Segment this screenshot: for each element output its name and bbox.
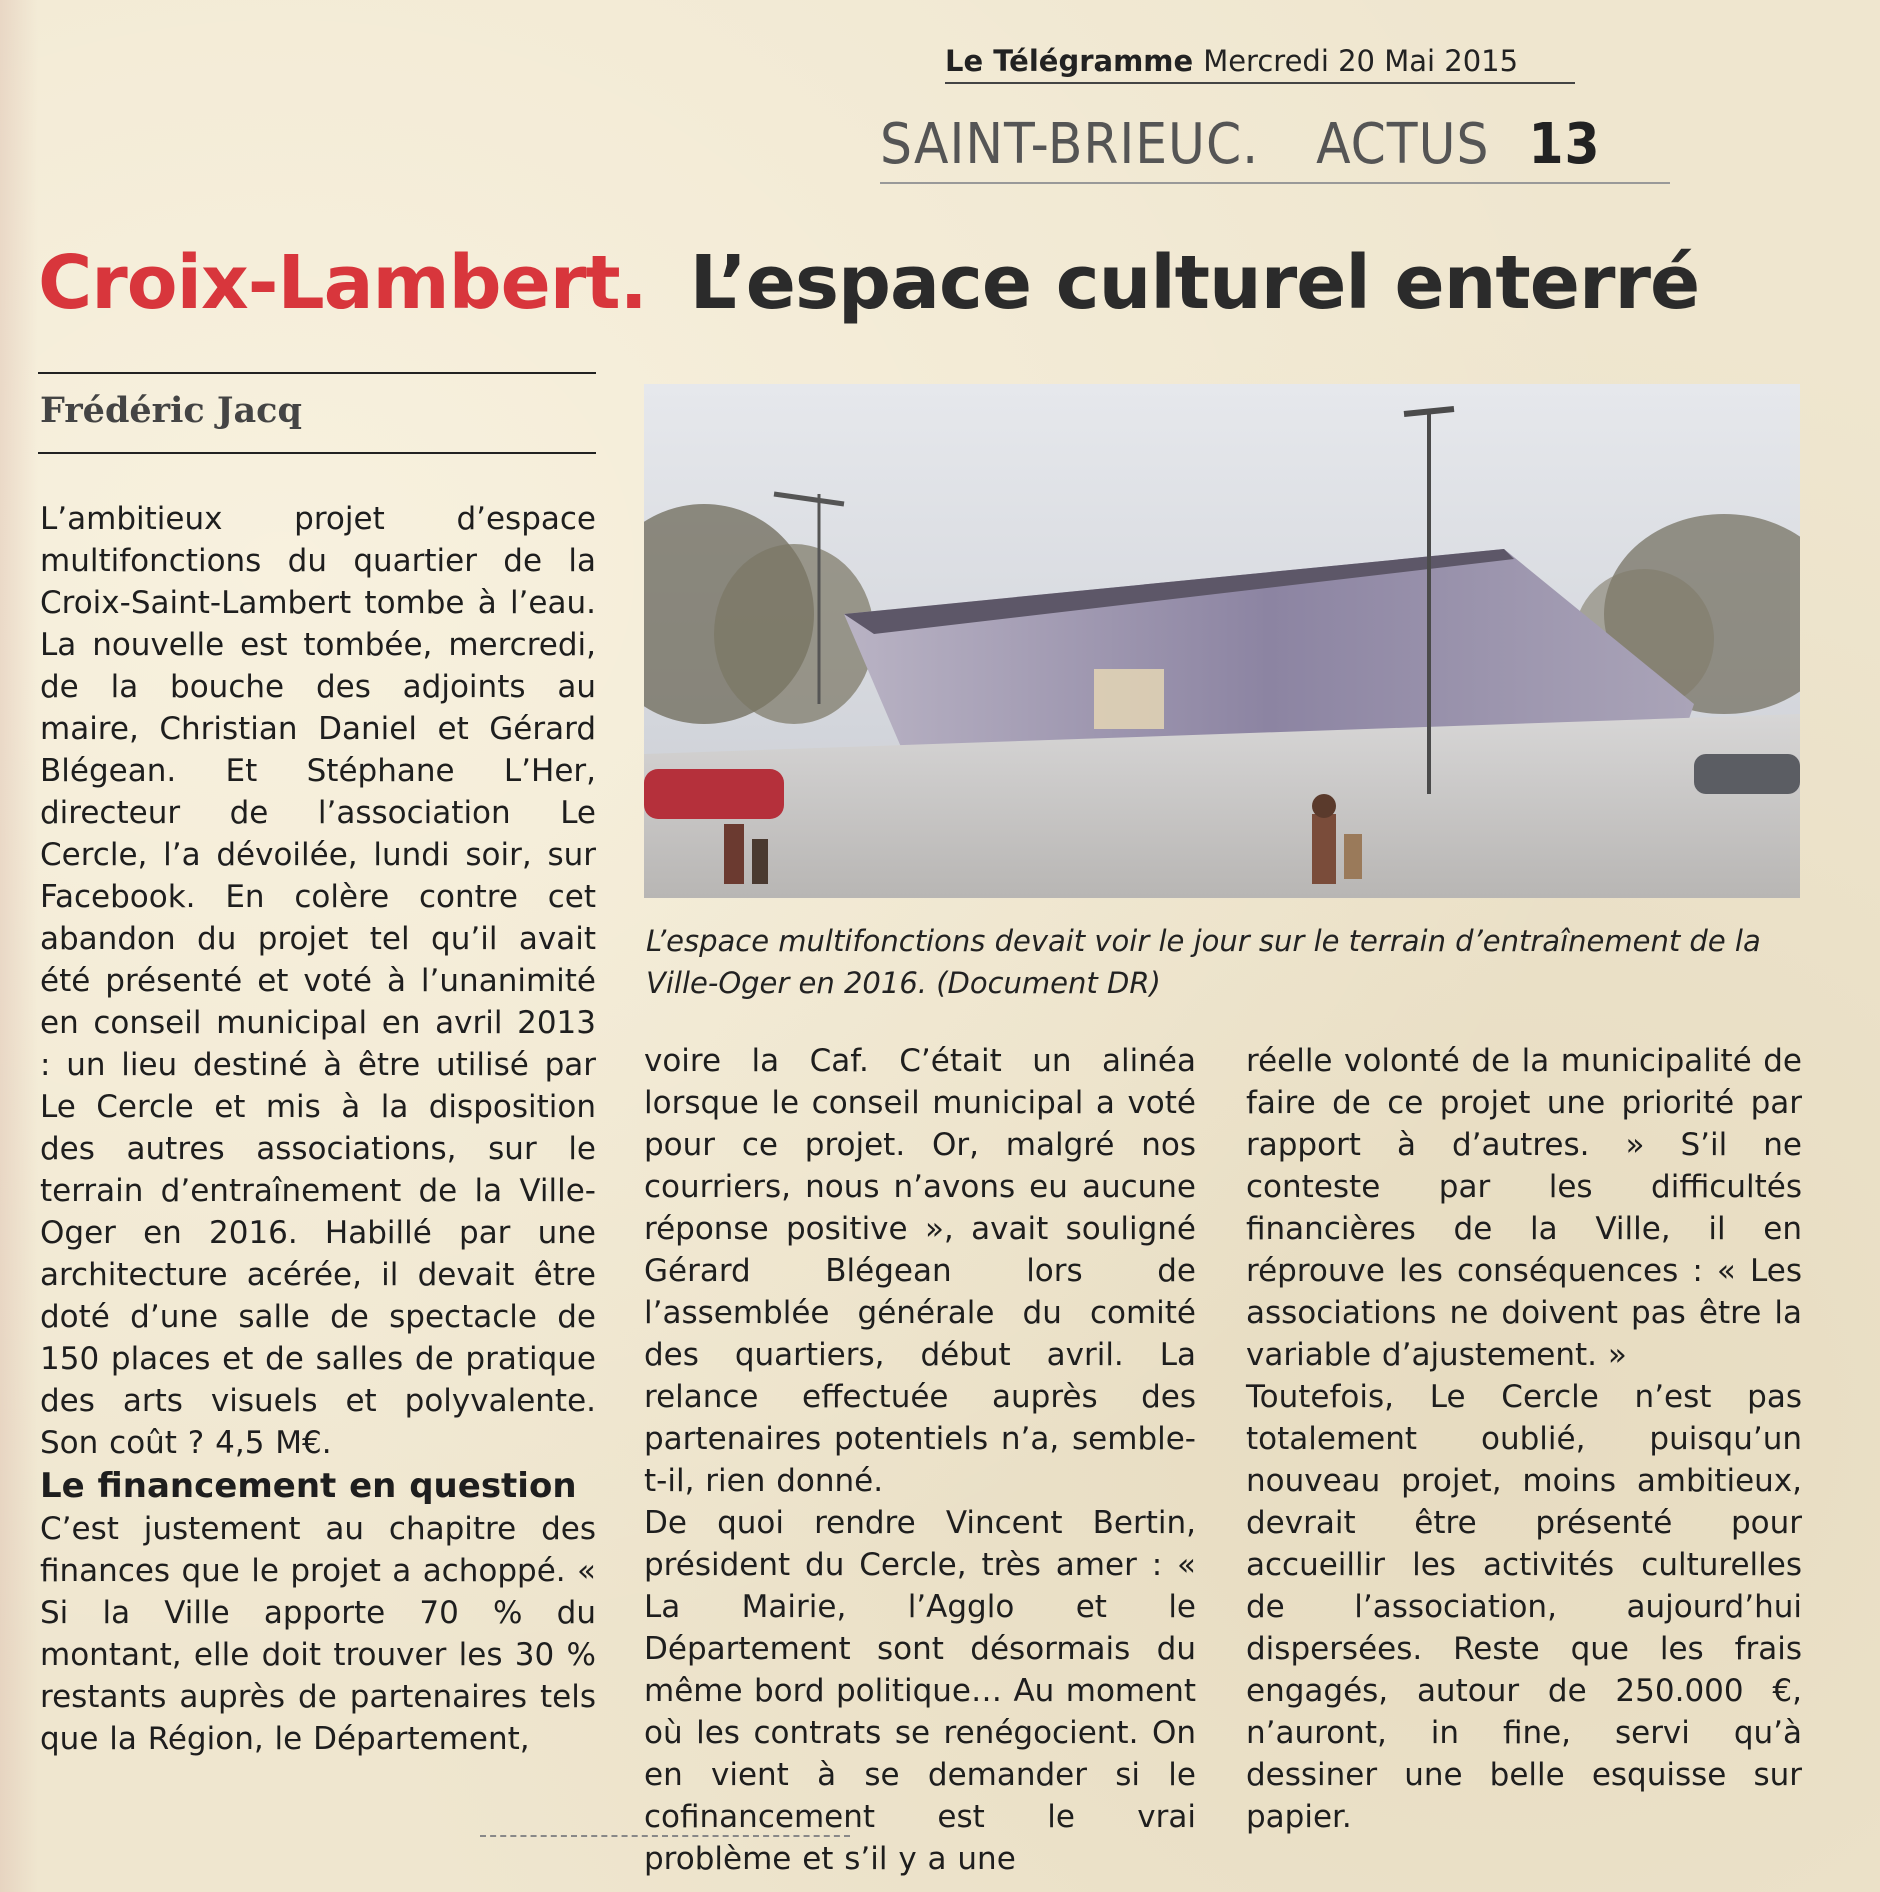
newspaper-name: Le Télégramme [945, 44, 1194, 78]
article-column-2 [644, 1040, 1196, 1880]
headline-place: Croix-Lambert. [38, 240, 647, 326]
section-city: SAINT-BRIEUC. [880, 112, 1260, 177]
article-subhead: Le financement en question [40, 1466, 577, 1506]
issue-date: Mercredi 20 Mai 2015 [1203, 44, 1519, 78]
photo-caption: L’espace multifonctions devait voir le jour sur le terrain d’entraînement de la Ville-Oger en 2016. (Document DR) [646, 924, 1761, 1000]
cut-line-divider [480, 1835, 850, 1839]
paragraph: Toutefois, Le Cercle n’est pas totalement oublié, puisqu’un nouveau projet, moins ambitieux, devrait être présenté pour accueillir les activités culturelles de l’association, aujourd’hui dispersées. Reste que les frais engagés, autour de 250.000 €, n’auront, in fine, servi qu’à dessiner une belle esquisse sur papier. [1246, 1379, 1802, 1835]
building-rendering-illustration [644, 384, 1800, 898]
architect-rendering-photo [644, 384, 1800, 898]
article-column-3 [1246, 1040, 1802, 1838]
paragraph: De quoi rendre Vincent Bertin, président du Cercle, très amer : « La Mairie, l’Agglo et le Département sont désormais du même bord politique… Au moment où les contrats se renégocient. On en vient à se demander si le cofinancement est le vrai problème et s’il y a une [644, 1505, 1196, 1877]
article-column-1 [40, 498, 596, 1760]
article-headline [38, 240, 1700, 326]
paragraph: L’ambitieux projet d’espace multifonctions du quartier de la Croix-Saint-Lambert tombe à l’eau. La nouvelle est tombée, mercredi, de la bouche des adjoints au maire, Christian Daniel et Gérard Blégean. Et Stéphane L’Her, directeur de l’association Le Cercle, l’a dévoilée, lundi soir, sur Facebook. En colère contre cet abandon du projet tel qu’il avait été présenté et voté à l’unanimité en conseil municipal en avril 2013 : un lieu destiné à être utilisé par Le Cercle et mis à la disposition des autres associations, sur le terrain d’entraînement de la Ville-Oger en 2016. Habillé par une architecture acérée, il devait être doté d’une salle de spectacle de 150 places et de salles de pratique des arts visuels et polyvalente. Son coût ? 4,5 M€. [40, 501, 596, 1461]
byline-top-rule [38, 372, 596, 374]
paragraph: voire la Caf. C’était un alinéa lorsque le conseil municipal a voté pour ce projet. Or, malgré nos courriers, nous n’avons eu aucune réponse positive », avait souligné Gérard Blégean lors de l’assemblée générale du comité des quartiers, début avril. La relance effectuée auprès des partenaires potentiels n’a, semble-t-il, rien donné. [644, 1043, 1196, 1499]
page-number: 13 [1528, 112, 1601, 177]
paragraph: réelle volonté de la municipalité de faire de ce projet une priorité par rapport à d’autres. » S’il ne conteste par les difficultés financières de la Ville, il en réprouve les conséquences : « Les associations ne doivent pas être la variable d’ajustement. » [1246, 1043, 1802, 1373]
newspaper-folio [945, 38, 1575, 84]
page-edge-shadow [0, 0, 38, 1892]
section-header [880, 112, 1670, 184]
byline: Frédéric Jacq [40, 390, 302, 431]
byline-bottom-rule [38, 452, 596, 454]
paragraph: C’est justement au chapitre des finances que le projet a achoppé. « Si la Ville apporte 70 % du montant, elle doit trouver les 30 % restants auprès de partenaires tels que la Région, le Département, [40, 1511, 596, 1757]
headline-title: L’espace culturel enterré [689, 240, 1700, 326]
section-rubric: ACTUS [1316, 112, 1490, 177]
